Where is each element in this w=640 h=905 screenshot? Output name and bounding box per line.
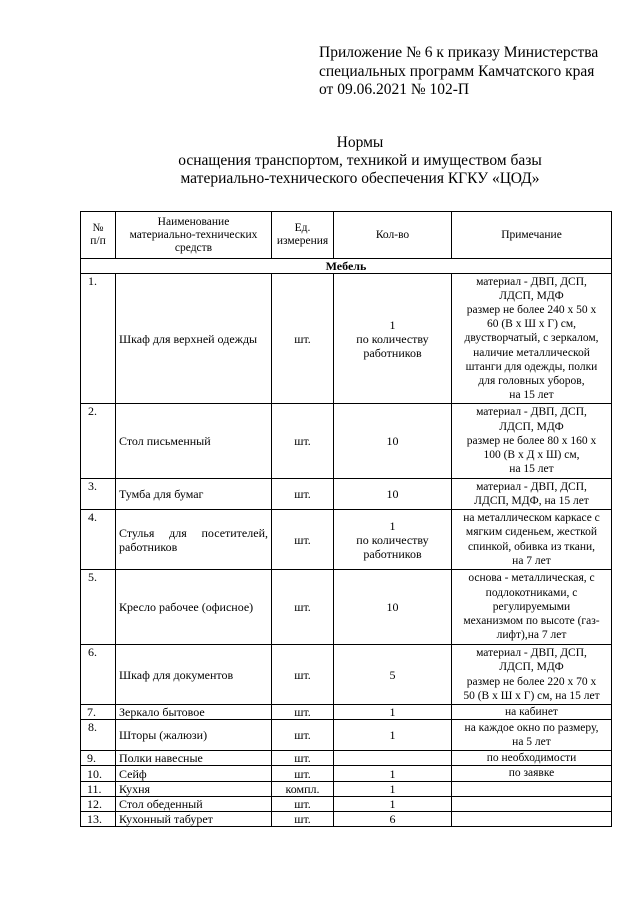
column-header-name: Наименование материально-технических средств [116,212,272,259]
row-note [452,796,612,811]
row-name: Стол обеденный [116,796,272,811]
column-header-quantity: Кол-во [334,212,452,259]
row-note: по заявке [452,766,612,781]
row-quantity: 5 [334,645,452,705]
row-unit: компл. [272,781,334,796]
row-name: Шкаф для верхней одежды [116,274,272,404]
row-unit: шт. [272,751,334,766]
row-note: материал - ДВП, ДСП, ЛДСП, МДФ размер не более 220 х 70 х 50 (В х Ш х Г) см, на 15 лет [452,645,612,705]
row-number: 12. [81,796,116,811]
row-unit: шт. [272,796,334,811]
table-row [81,479,612,510]
row-number: 11. [81,781,116,796]
row-note: материал - ДВП, ДСП, ЛДСП, МДФ размер не более 80 х 160 х 100 (В х Д х Ш) см, на 15 лет [452,404,612,479]
row-number: 13. [81,811,116,826]
row-name: Кухонный табурет [116,811,272,826]
table-row [81,720,612,751]
row-number: 8. [81,720,116,751]
row-name: Сейф [116,766,272,781]
row-number: 6. [81,645,116,705]
row-name: Шкаф для документов [116,645,272,705]
appendix-line: от 09.06.2021 № 102-П [319,81,470,98]
table-header-row [81,212,612,259]
table-row [81,781,612,796]
column-header-number: № п/п [81,212,116,259]
row-unit: шт. [272,570,334,645]
row-quantity: 10 [334,479,452,510]
row-name: Шторы (жалюзи) [116,720,272,751]
row-name: Тумба для бумаг [116,479,272,510]
appendix-line: Приложение № 6 к приказу Министерства [319,44,599,61]
column-header-unit: Ед. измерения [272,212,334,259]
row-unit: шт. [272,510,334,570]
row-number: 7. [81,705,116,720]
column-header-note: Примечание [452,212,612,259]
table-row [81,274,612,404]
row-unit: шт. [272,404,334,479]
title-line: Нормы [336,134,384,151]
row-quantity: 1 [334,781,452,796]
row-number: 5. [81,570,116,645]
row-name: Зеркало бытовое [116,705,272,720]
table-row [81,751,612,766]
title-line: материально-технического обеспечения КГКУ «ЦОД» [180,170,540,187]
section-row [81,259,612,274]
row-note: по необходимости [452,751,612,766]
row-quantity: 1 [334,766,452,781]
section-title: Мебель [81,259,612,274]
row-unit: шт. [272,766,334,781]
row-number: 1. [81,274,116,404]
row-note: основа - металлическая, с подлокотниками, с регулируемыми механизмом по высоте (газ- лифт),на 7 лет [452,570,612,645]
row-unit: шт. [272,720,334,751]
row-quantity: 1 по количеству работников [334,510,452,570]
table-row [81,811,612,826]
row-note: материал - ДВП, ДСП, ЛДСП, МДФ, на 15 лет [452,479,612,510]
table-row [81,766,612,781]
norms-table [80,211,612,827]
row-number: 9. [81,751,116,766]
row-unit: шт. [272,645,334,705]
row-quantity: 10 [334,404,452,479]
row-number: 10. [81,766,116,781]
table-row [81,796,612,811]
row-quantity: 1 по количеству работников [334,274,452,404]
row-name: Полки навесные [116,751,272,766]
row-name: Стол письменный [116,404,272,479]
table-row [81,645,612,705]
table-row [81,705,612,720]
row-name: Кухня [116,781,272,796]
table-row [81,570,612,645]
row-number: 2. [81,404,116,479]
row-note: на кабинет [452,705,612,720]
row-number: 3. [81,479,116,510]
row-unit: шт. [272,705,334,720]
row-name: Стулья для посетителей, работников [116,510,272,570]
row-note: на металлическом каркасе с мягким сиденьем, жесткой спинкой, обивка из ткани, на 7 лет [452,510,612,570]
row-quantity: 1 [334,720,452,751]
row-quantity: 10 [334,570,452,645]
document-title [80,134,640,188]
row-note: на каждое окно по размеру, на 5 лет [452,720,612,751]
row-note: материал - ДВП, ДСП, ЛДСП, МДФ размер не более 240 х 50 х 60 (В х Ш х Г) см, двустворчатый, с зеркалом, наличие металлической штанги для одежды, полки для головных уборов, на 15 лет [452,274,612,404]
row-quantity: 6 [334,811,452,826]
row-name: Кресло рабочее (офисное) [116,570,272,645]
row-unit: шт. [272,479,334,510]
row-quantity: 1 [334,796,452,811]
row-quantity: 1 [334,705,452,720]
appendix-line: специальных программ Камчатского края [319,62,595,80]
table-row [81,404,612,479]
row-note [452,781,612,796]
row-number: 4. [81,510,116,570]
row-unit: шт. [272,274,334,404]
row-note [452,811,612,826]
row-quantity [334,751,452,766]
title-line: оснащения транспортом, техникой и имуществом базы [178,152,542,169]
appendix-reference [319,44,598,100]
table-row [81,510,612,570]
row-unit: шт. [272,811,334,826]
